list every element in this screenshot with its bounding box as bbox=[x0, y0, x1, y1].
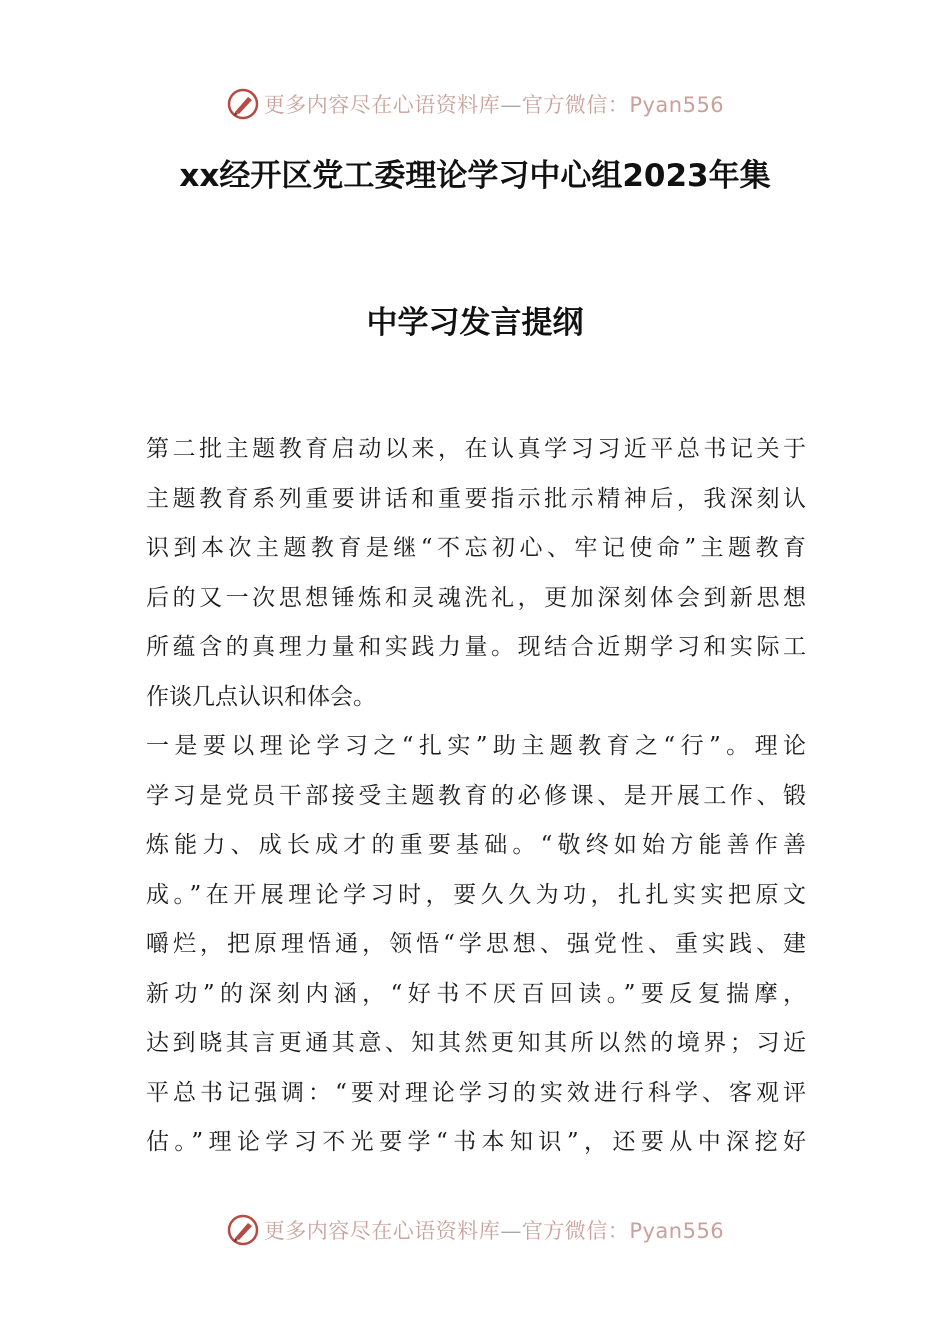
pen-logo-icon bbox=[226, 1213, 260, 1247]
pen-logo-icon bbox=[226, 87, 260, 121]
paragraph-2-line: 新功”的深刻内涵，“好书不厌百回读。”要反复揣摩， bbox=[146, 980, 806, 1007]
paragraph-2-line: 达到晓其言更通其意、知其然更知其所以然的境界；习近 bbox=[146, 1030, 806, 1056]
paragraph-1-line: 主题教育系列重要讲话和重要指示批示精神后，我深刻认 bbox=[146, 485, 806, 512]
footer-banner bbox=[0, 1210, 950, 1250]
banner-main-text: 更多内容尽在心语资料库 bbox=[263, 1219, 501, 1243]
paragraph-2-line: 成。”在开展理论学习时，要久久为功，扎扎实实把原文 bbox=[146, 881, 806, 908]
paragraph-1-line: 作谈几点认识和体会。 bbox=[146, 683, 376, 710]
paragraph-1-line: 所蕴含的真理力量和实践力量。现结合近期学习和实际工 bbox=[146, 634, 806, 660]
paragraph-2-line: 平总书记强调：“要对理论学习的实效进行科学、客观评 bbox=[146, 1079, 806, 1106]
paragraph-1-line: 后的又一次思想锤炼和灵魂洗礼，更加深刻体会到新思想 bbox=[146, 584, 806, 611]
header-banner bbox=[0, 84, 950, 124]
document-body bbox=[146, 425, 806, 1168]
paragraph-1-line: 识到本次主题教育是继“不忘初心、牢记使命”主题教育 bbox=[146, 535, 806, 561]
banner-dash: — bbox=[500, 93, 522, 117]
paragraph-2-line: 嚼烂，把原理悟通，领悟“学思想、强党性、重实践、建 bbox=[146, 931, 806, 957]
paragraph-2-line: 学习是党员干部接受主题教育的必修课、是开展工作、锻 bbox=[146, 782, 806, 809]
paragraph-2-line: 炼能力、成长成才的重要基础。“敬终如始方能善作善 bbox=[146, 832, 806, 858]
banner-main-text: 更多内容尽在心语资料库 bbox=[263, 93, 501, 117]
document-title-line-2: 中学习发言提纲 bbox=[366, 305, 584, 341]
banner-wechat-id: Pyan556 bbox=[629, 1219, 725, 1243]
banner-official-label: 官方微信： bbox=[521, 93, 630, 117]
paragraph-2-line: 一是要以理论学习之“扎实”助主题教育之“行”。理论 bbox=[146, 733, 806, 759]
banner-official-label: 官方微信： bbox=[521, 1219, 630, 1243]
banner-dash: — bbox=[500, 1219, 522, 1243]
paragraph-1-line: 第二批主题教育启动以来，在认真学习习近平总书记关于 bbox=[146, 436, 806, 462]
banner-wechat-id: Pyan556 bbox=[629, 93, 725, 117]
document-title-line-1: xx经开区党工委理论学习中心组2023年集 bbox=[179, 158, 771, 194]
paragraph-2-line: 估。”理论学习不光要学“书本知识”，还要从中深挖好 bbox=[146, 1129, 806, 1155]
